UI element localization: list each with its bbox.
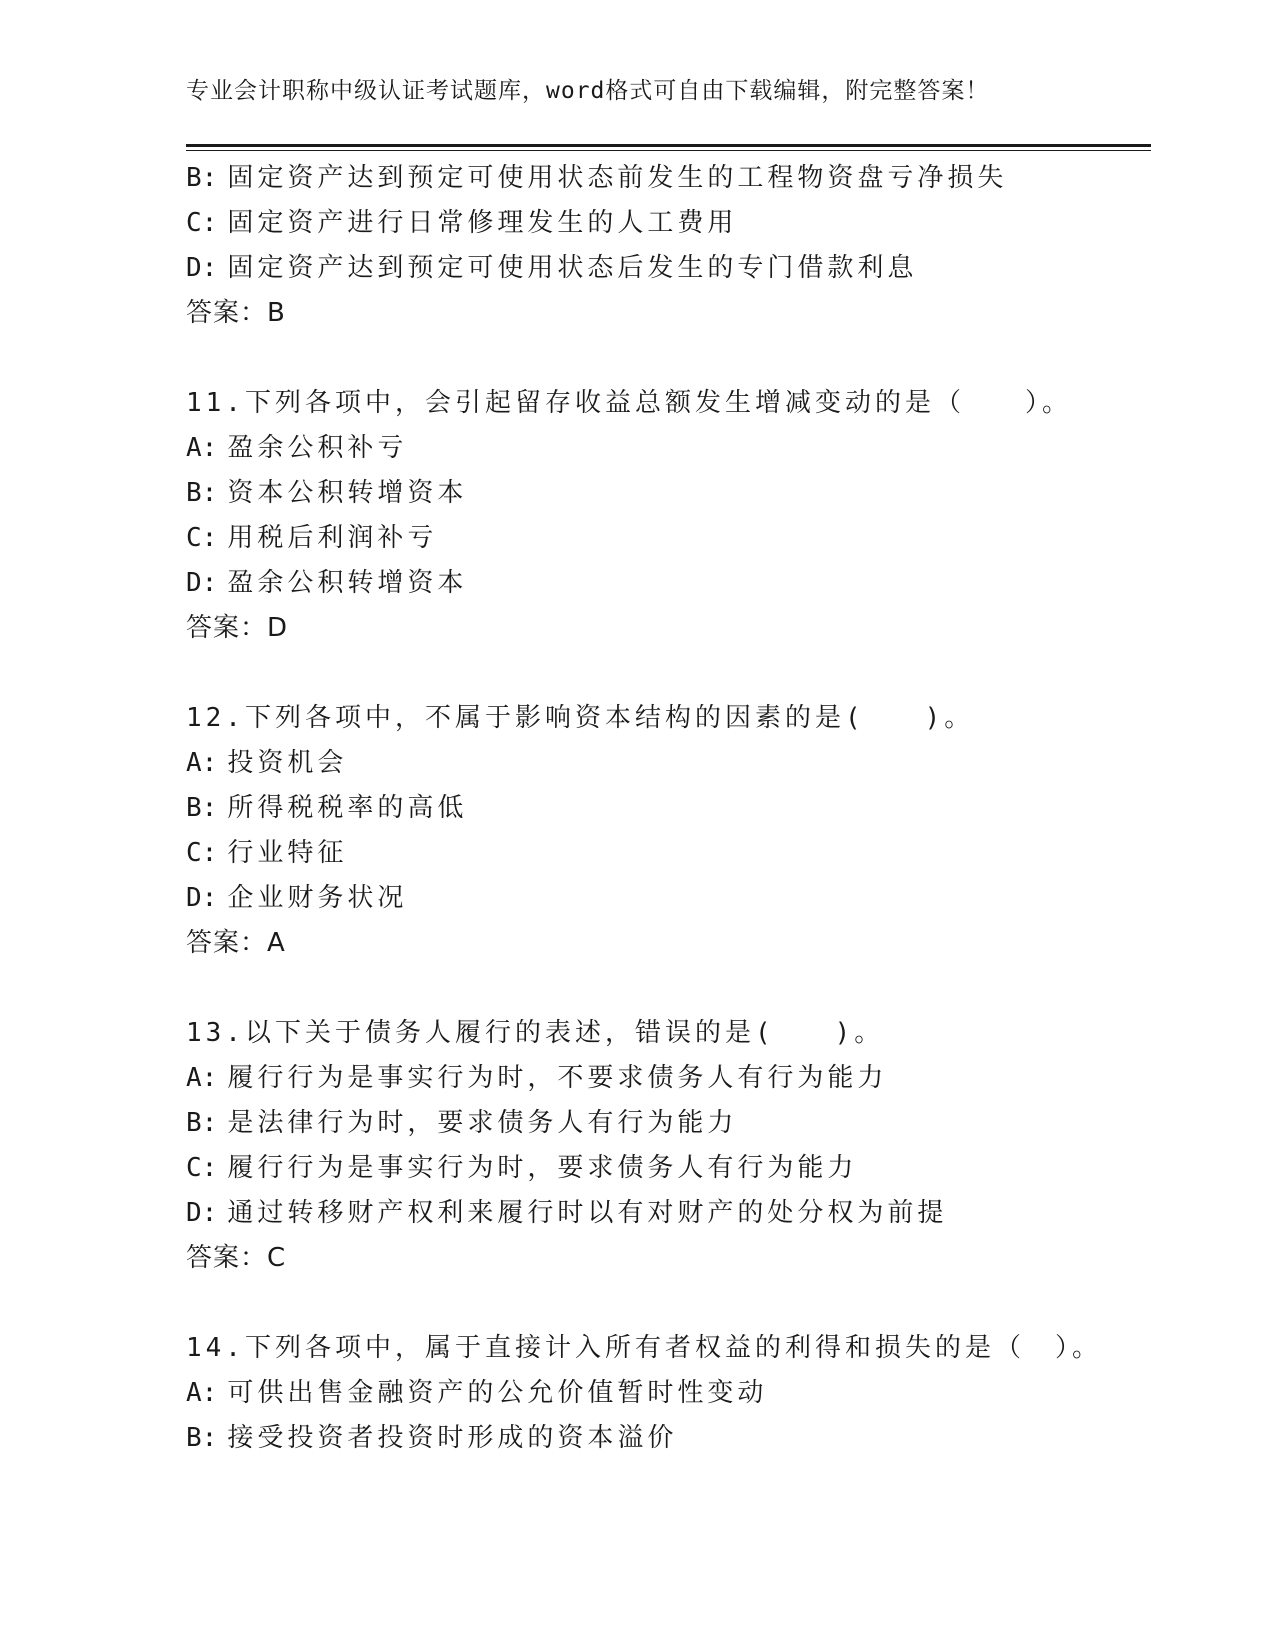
page-header: 专业会计职称中级认证考试题库，word格式可自由下载编辑，附完整答案！ (186, 78, 990, 104)
spacer (186, 966, 1151, 1011)
question-12 (186, 696, 1151, 966)
option-c: C: 行业特征 (186, 838, 348, 868)
option-d: D: 企业财务状况 (186, 883, 408, 913)
header-divider-thin (186, 150, 1151, 151)
option-d: D: 通过转移财产权利来履行时以有对财产的处分权为前提 (186, 1198, 948, 1228)
option-d: D: 盈余公积转增资本 (186, 568, 468, 598)
document-page (186, 0, 1151, 1650)
question-13 (186, 1011, 1151, 1281)
question-11 (186, 381, 1151, 651)
option-c: C: 固定资产进行日常修理发生的人工费用 (186, 208, 738, 238)
option-a: A: 投资机会 (186, 748, 348, 778)
answer-line: 答案：B (186, 298, 286, 328)
question-list (186, 156, 1151, 1461)
question-stem: 11.下列各项中，会引起留存收益总额发生增减变动的是（ ）。 (186, 388, 1072, 418)
option-b: B: 所得税税率的高低 (186, 793, 468, 823)
option-b: B: 接受投资者投资时形成的资本溢价 (186, 1423, 678, 1453)
option-b: B: 固定资产达到预定可使用状态前发生的工程物资盘亏净损失 (186, 163, 1008, 193)
option-c: C: 用税后利润补亏 (186, 523, 438, 553)
option-c: C: 履行行为是事实行为时，要求债务人有行为能力 (186, 1153, 858, 1183)
spacer (186, 651, 1151, 696)
option-a: A: 履行行为是事实行为时，不要求债务人有行为能力 (186, 1063, 888, 1093)
question-10-tail (186, 156, 1151, 336)
question-14 (186, 1326, 1151, 1461)
answer-line: 答案：A (186, 928, 286, 958)
option-a: A: 可供出售金融资产的公允价值暂时性变动 (186, 1378, 768, 1408)
question-stem: 13.以下关于债务人履行的表述，错误的是( )。 (186, 1018, 885, 1048)
option-d: D: 固定资产达到预定可使用状态后发生的专门借款利息 (186, 253, 918, 283)
header-divider-thick (186, 144, 1151, 147)
question-stem: 14.下列各项中，属于直接计入所有者权益的利得和损失的是（ ）。 (186, 1333, 1102, 1363)
answer-line: 答案：D (186, 613, 289, 643)
option-b: B: 资本公积转增资本 (186, 478, 468, 508)
option-b: B: 是法律行为时，要求债务人有行为能力 (186, 1108, 738, 1138)
spacer (186, 1281, 1151, 1326)
question-stem: 12.下列各项中，不属于影响资本结构的因素的是( )。 (186, 703, 975, 733)
answer-line: 答案：C (186, 1243, 287, 1273)
option-a: A: 盈余公积补亏 (186, 433, 408, 463)
spacer (186, 336, 1151, 381)
